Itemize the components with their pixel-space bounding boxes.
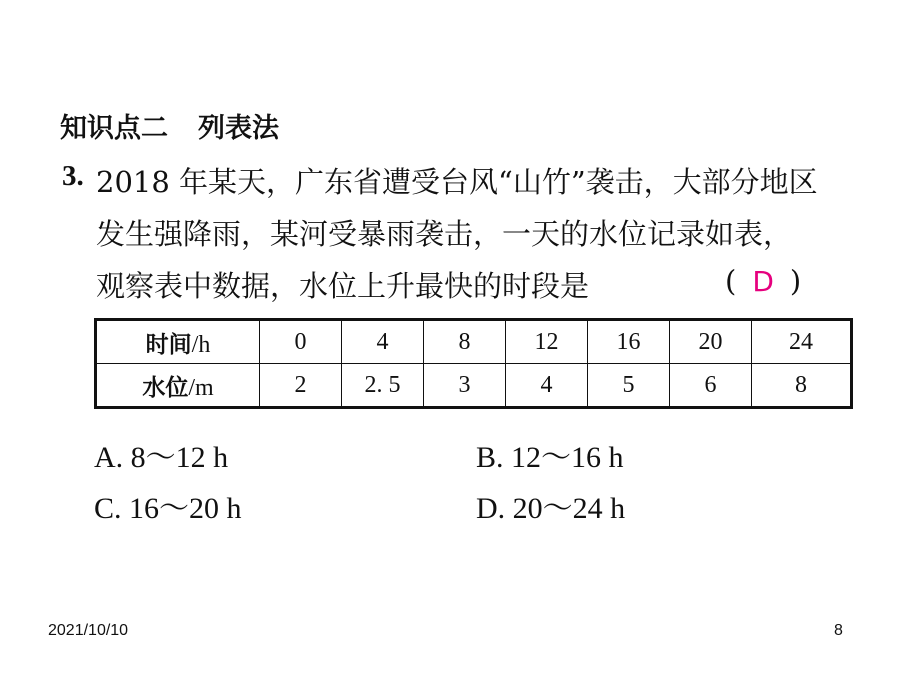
question-line-2: 发生强降雨，某河受暴雨袭击，一天的水位记录如表， <box>96 217 793 251</box>
table-cell: 4 <box>342 320 424 364</box>
footer-date: 2021/10/10 <box>48 622 129 639</box>
section-name: 列表法 <box>198 113 279 144</box>
row-header-unit: /h <box>191 331 211 358</box>
row-header-time <box>96 320 260 364</box>
question-number: 3. <box>62 160 84 192</box>
page-number: 8 <box>834 622 843 639</box>
table-cell: 3 <box>424 364 506 408</box>
table-row-time <box>96 320 852 364</box>
row-header-level <box>96 364 260 408</box>
option-c: C. 16～20 h <box>94 492 242 525</box>
table-cell: 0 <box>260 320 342 364</box>
table-cell: 8 <box>424 320 506 364</box>
option-a: A. 8～12 h <box>94 441 229 474</box>
water-level-table <box>94 318 853 409</box>
section-number: 知识点二 <box>60 113 168 144</box>
answer-letter: D <box>752 265 774 298</box>
section-title <box>60 106 279 145</box>
table-cell: 20 <box>670 320 752 364</box>
answer-open-paren: ( <box>725 264 737 298</box>
row-header-label: 时间 <box>145 331 192 358</box>
question-line-1: 2018 年某天，广东省遭受台风“山竹”袭击，大部分地区 <box>96 165 818 199</box>
table-cell: 12 <box>506 320 588 364</box>
row-header-unit: /m <box>188 374 214 401</box>
table-cell: 2. 5 <box>342 364 424 408</box>
table-cell: 16 <box>588 320 670 364</box>
table-cell: 4 <box>506 364 588 408</box>
option-d: D. 20～24 h <box>476 492 626 525</box>
table-cell: 24 <box>752 320 852 364</box>
table-cell: 2 <box>260 364 342 408</box>
row-header-label: 水位 <box>142 374 189 401</box>
answer-blank <box>725 264 801 298</box>
table-cell: 8 <box>752 364 852 408</box>
question-line-3: 观察表中数据，水位上升最快的时段是 <box>96 269 590 303</box>
table-cell: 6 <box>670 364 752 408</box>
table-row-level <box>96 364 852 408</box>
option-b: B. 12～16 h <box>476 441 624 474</box>
table-cell: 5 <box>588 364 670 408</box>
answer-close-paren: ) <box>789 264 802 298</box>
